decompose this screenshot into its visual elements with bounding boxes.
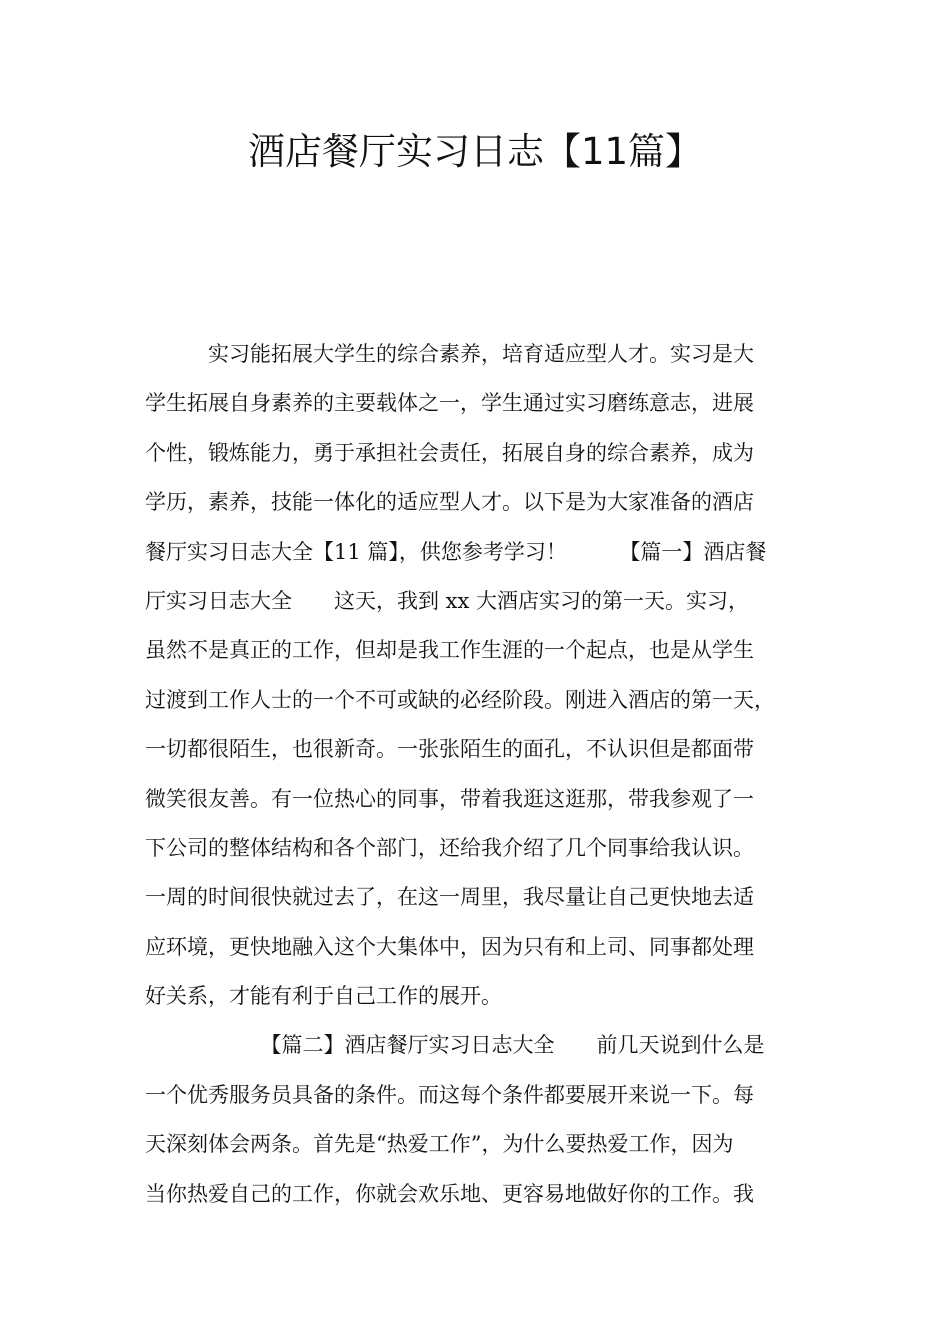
body-line: 一切都很陌生，也很新奇。一张张陌生的面孔，不认识但是都面带 [145, 737, 754, 762]
body-line: 餐厅实习日志大全【11 篇】，供您参考学习！ 【篇一】酒店餐 [145, 539, 767, 564]
body-line: 【篇二】酒店餐厅实习日志大全 前几天说到什么是 [145, 1033, 765, 1058]
body-line: 厅实习日志大全 这天，我到 xx 大酒店实习的第一天。实习， [145, 588, 750, 613]
body-line: 微笑很友善。有一位热心的同事，带着我逛这逛那，带我参观了一 [145, 786, 754, 811]
body-line: 当你热爱自己的工作，你就会欢乐地、更容易地做好你的工作。我 [145, 1181, 754, 1206]
body-line: 学历，素养，技能一体化的适应型人才。以下是为大家准备的酒店 [145, 490, 754, 515]
body-line: 下公司的整体结构和各个部门，还给我介绍了几个同事给我认识。 [145, 835, 754, 860]
body-line: 个性，锻炼能力，勇于承担社会责任，拓展自身的综合素养，成为 [145, 440, 754, 465]
document-body [145, 330, 825, 1219]
body-line: 一个优秀服务员具备的条件。而这每个条件都要展开来说一下。每 [145, 1082, 754, 1107]
body-line: 好关系，才能有利于自己工作的展开。 [145, 984, 502, 1009]
body-line: 天深刻体会两条。首先是“热爱工作”，为什么要热爱工作，因为 [145, 1132, 734, 1157]
body-line: 应环境，更快地融入这个大集体中，因为只有和上司、同事都处理 [145, 934, 754, 959]
body-line: 过渡到工作人士的一个不可或缺的必经阶段。刚进入酒店的第一天， [145, 687, 775, 712]
body-line: 虽然不是真正的工作，但却是我工作生涯的一个起点，也是从学生 [145, 638, 754, 663]
document-title: 酒店餐厅实习日志【11篇】 [247, 130, 703, 173]
body-line: 实习能拓展大学生的综合素养，培育适应型人才。实习是大 [145, 342, 754, 366]
body-line: 学生拓展自身素养的主要载体之一，学生通过实习磨练意志，进展 [145, 391, 754, 416]
body-line: 一周的时间很快就过去了，在这一周里，我尽量让自己更快地去适 [145, 885, 754, 910]
